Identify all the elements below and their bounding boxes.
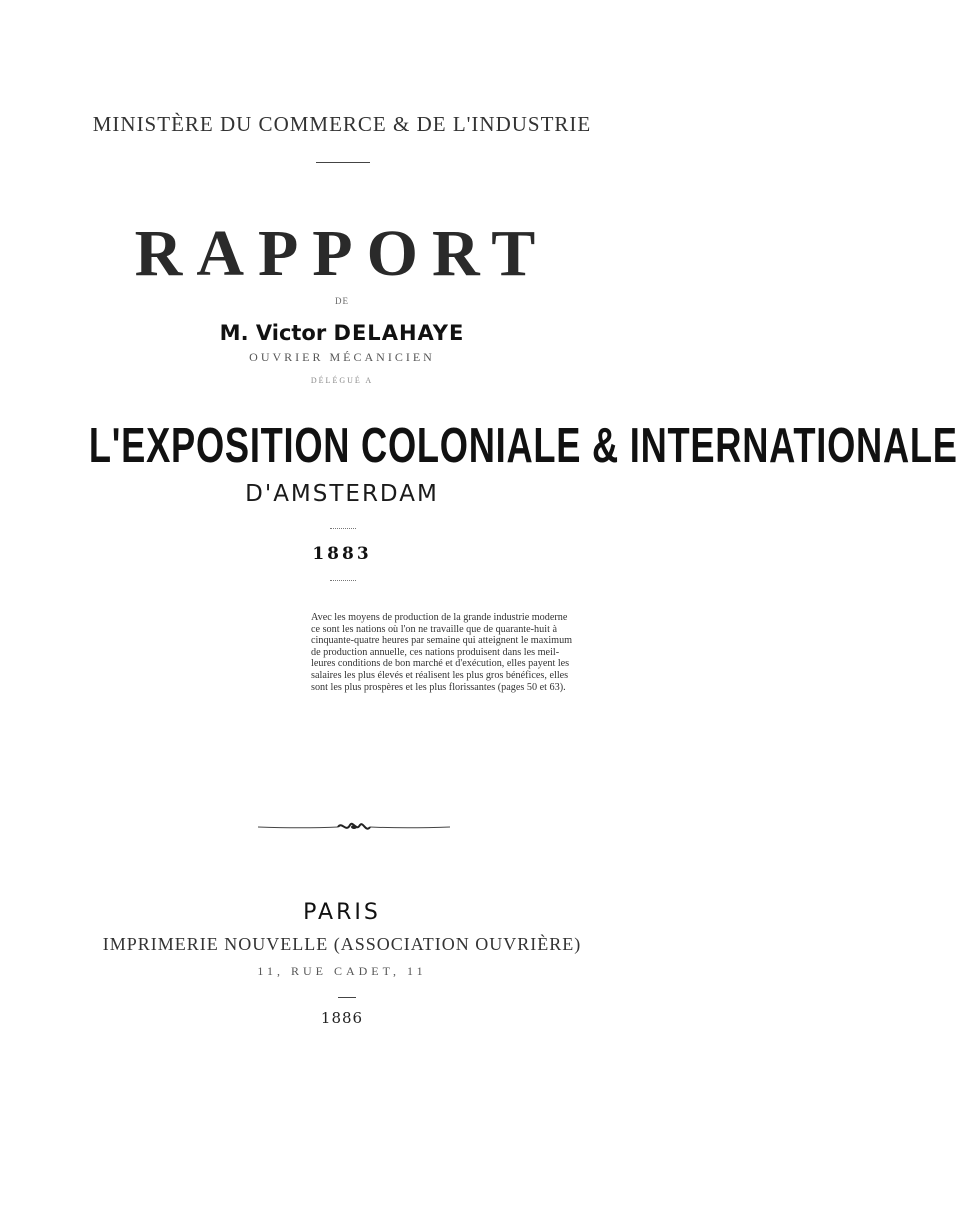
imprint-printer: IMPRIMERIE NOUVELLE (ASSOCIATION OUVRIÈRE) xyxy=(102,934,582,954)
epigraph xyxy=(311,612,655,693)
ornament-dots-top xyxy=(330,528,356,529)
ornament-dots-bottom xyxy=(330,580,356,581)
epigraph-line: sont les plus prospères et les plus florissantes (pages 50 et 63). xyxy=(311,681,566,693)
author-prefix: M. Victor xyxy=(219,321,327,345)
author-surname: DELAHAYE xyxy=(333,321,465,345)
document-title: RAPPORT xyxy=(134,217,550,290)
exposition-year: 1883 xyxy=(312,544,372,564)
preposition-de: DE xyxy=(335,296,349,306)
author-name xyxy=(0,321,684,345)
flourish-ornament xyxy=(256,817,452,837)
epigraph-line: salaires les plus élevés et réalisent les plus gros bénéfices, elles xyxy=(311,669,569,681)
author-occupation: OUVRIER MÉCANICIEN xyxy=(249,350,435,364)
divider-rule xyxy=(316,162,370,163)
imprint-rule xyxy=(338,997,356,998)
exposition-city: D'AMSTERDAM xyxy=(245,481,439,507)
publication-year: 1886 xyxy=(320,1009,364,1027)
imprint-address: 11, RUE CADET, 11 xyxy=(257,964,427,978)
epigraph-line: leures conditions de bon marché et d'exécution, elles payent les xyxy=(311,658,570,670)
ministry-heading: MINISTÈRE DU COMMERCE & DE L'INDUSTRIE xyxy=(92,112,592,136)
epigraph-line: cinquante-quatre heures par semaine qui atteignent le maximum xyxy=(311,635,573,647)
epigraph-line: de production annuelle, ces nations produisent dans les meil- xyxy=(311,646,560,658)
epigraph-line: ce sont les nations où l'on ne travaille que de quarante-huit à xyxy=(311,623,557,635)
epigraph-line: Avec les moyens de production de la grande industrie moderne xyxy=(311,612,568,623)
delegate-line: DÉLÉGUÉ A xyxy=(310,376,374,385)
imprint-city: PARIS xyxy=(303,900,381,925)
exposition-title: L'EXPOSITION COLONIALE & INTERNATIONALE xyxy=(88,419,958,473)
